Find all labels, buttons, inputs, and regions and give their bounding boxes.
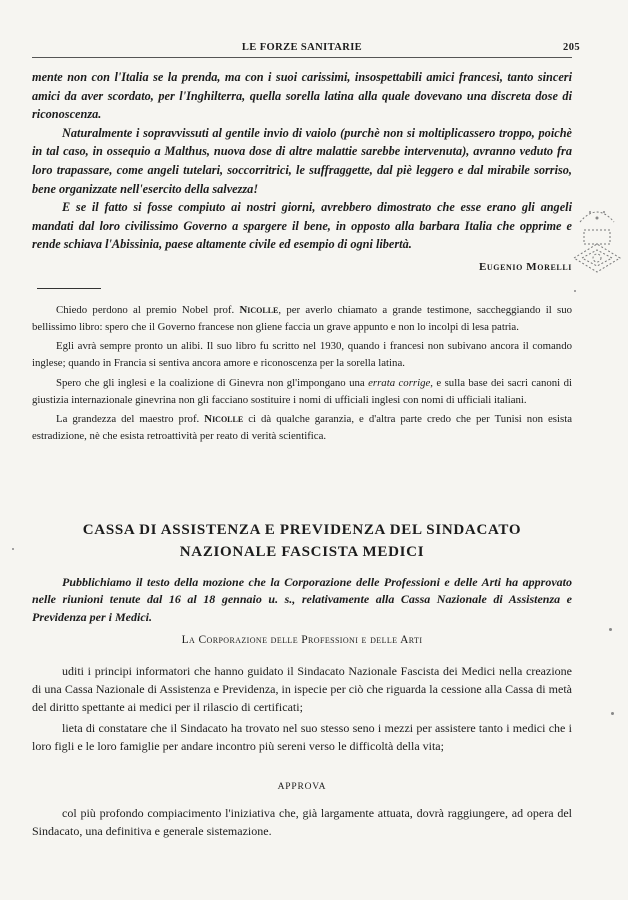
- emblem-stamp-icon: [566, 200, 628, 310]
- scan-mark: [12, 548, 14, 550]
- note-paragraph: [32, 302, 572, 335]
- scan-mark: [611, 712, 614, 715]
- page-number: 205: [563, 42, 580, 53]
- running-header: [32, 41, 580, 58]
- scan-mark: [574, 290, 576, 292]
- note-text: Chiedo perdono al premio Nobel prof.: [56, 304, 240, 316]
- author-name: Nicolle: [239, 304, 279, 316]
- paragraph: mente non con l'Italia se la prenda, ma con i suoi carissimi, insospettabili amici francesi, tanto sinceri amici da aver scordato, per l'Inghilterra, quella sorella latina alla quale dovevano una discreta dose di riconoscenza.: [32, 70, 572, 122]
- journal-title: LE FORZE SANITARIE: [241, 42, 363, 53]
- note-text: ci dà qualche garanzia, e d'altra parte credo che per Tunisi non esista estradizione, nè che esista retroattività per reato di verità scientifica.: [32, 413, 572, 442]
- motion-clause: lieta di constatare che il Sindacato ha trovato nel suo stesso seno i mezzi per assistere tanto i medici che i loro figli e le loro famiglie per andare incontro più sereni verso le difficoltà della vita;: [32, 721, 572, 753]
- author-signature: Eugenio Morelli: [478, 261, 572, 273]
- scan-mark: [609, 628, 612, 631]
- section-heading: [32, 519, 572, 563]
- note-paragraph: [32, 375, 572, 408]
- author-name: Nicolle: [204, 413, 244, 426]
- note-paragraph: Egli avrà sempre pronto un alibi. Il suo libro fu scritto nel 1930, quando i francesi non subivano ancora il comando inglese; quando in Francia si sentiva ancora amore e riconoscenza per la sorella latina.: [32, 340, 572, 370]
- corporation-heading: La Corporazione delle Professioni e delle Arti: [181, 634, 423, 646]
- paragraph: E se il fatto si fosse compiuto ai nostri giorni, avrebbero dimostrato che esse erano gli angeli mandati dal loro civilissimo Governo a spargere il bene, in opposto alla barbara Italia che opprime e rende schiava l'Abissinia, paese altamente civile ed esempio di ogni libertà.: [32, 200, 572, 252]
- heading-line: CASSA DI ASSISTENZA E PREVIDENZA DEL SINDACATO: [82, 522, 522, 538]
- note-text: , e sulla base dei sacri canoni di giustizia internazionale ginevrina non gli facciano sostituire i nomi di ufficiali inglesi con nomi di ufficiali italiani.: [32, 376, 572, 406]
- note-text: Spero che gli inglesi e la coalizione di Ginevra non gl'impongano una: [56, 376, 369, 389]
- motion-text: [32, 662, 572, 758]
- author-notes: [32, 302, 572, 448]
- note-text: , per averlo chiamato a grande testimone, saccheggiando il suo bellissimo libro: spero che il Governo francese non gliene faccia un grave appunto e non lo incolpi di lesa patria.: [32, 304, 572, 333]
- note-text: La grandezza del maestro prof.: [56, 413, 205, 426]
- paragraph: Naturalmente i sopravvissuti al gentile invio di vaiolo (purchè non si moltiplicassero troppo, poichè in tal caso, in ossequio a Malthus, nuova dose di altre malattie sarebbe intervenuta), avranno veduto fra loro trapassare, come angeli tutelari, soccorritrici, le suffraggette, dal piè leggero e dal mirabile sorriso, bene organizzate nell'esercito della salvezza!: [32, 125, 572, 196]
- footnote-divider: [37, 288, 101, 289]
- heading-line: NAZIONALE FASCISTA MEDICI: [179, 544, 425, 560]
- section-intro: Pubblichiamo il testo della mozione che la Corporazione delle Professioni e delle Arti ha approvato nelle riunioni tenute dal 16 al 18 gennaio u. s., relativamente alla Cassa Nazionale di Assistenza e Previdenza per i Medici.: [32, 575, 572, 624]
- approva-heading: APPROVA: [277, 782, 327, 792]
- motion-clause: uditi i principi informatori che hanno guidato il Sindacato Nazionale Fascista dei Medici nella creazione di una Cassa Nazionale di Assistenza e Previdenza, in ispecie per ciò che riguarda la cessione alla Cassa di metà del diritto spettante ai medici per il rilascio di certificati;: [32, 664, 572, 714]
- emphasis: errata corrige: [368, 376, 431, 389]
- article-conclusion: [32, 68, 572, 254]
- motion-resolution: col più profondo compiacimento l'iniziativa che, già largamente attuata, dovrà raggiungere, ad opera del Sindacato, una definitiva e generale sistemazione.: [32, 806, 572, 838]
- note-paragraph: [32, 411, 572, 444]
